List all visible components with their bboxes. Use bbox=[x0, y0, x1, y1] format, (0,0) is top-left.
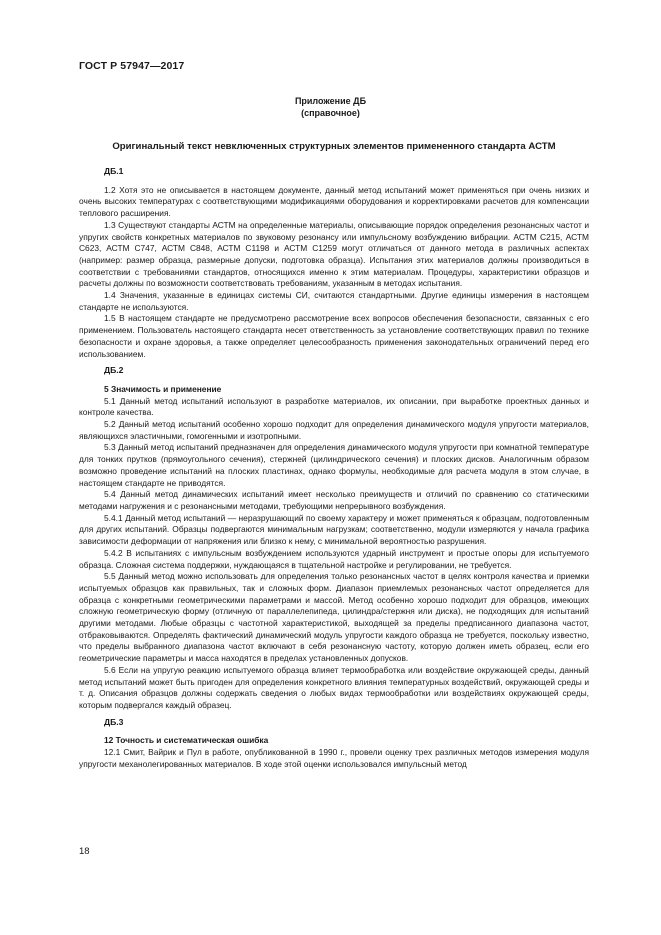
document-code: ГОСТ Р 57947—2017 bbox=[79, 60, 185, 72]
section-heading-db2: ДБ.2 bbox=[104, 365, 124, 376]
paragraph: 5.5 Данный метод можно использовать для определения только резонансных частот в целях контроля качества и приемки испытуемых образцов как правильных, так и сложных форм. Диапазон приемлемых резонансных частот определяется для образца с конкретными геометрическими параметрами и массой. Метод особенно хорошо подходит для образцов, имеющих сложную геометрическую форму (отличную от параллелепипеда, цилиндра/стержня или диска), не подходящих для испытаний другими методами. Любые образцы с частотной характеристикой, выходящей за пределы предписанного диапазона частот, отбраковываются. Определять фактический динамический модуль упругости каждого образца не требуется, поскольку известно, что пределы выбранного диапазона частот включают в себя резонансную частоту, которую должен иметь образец, если его геометрические параметры и масса находятся в пределах установленных допусков. bbox=[79, 571, 589, 664]
section-heading-db1: ДБ.1 bbox=[104, 166, 124, 176]
document-body bbox=[79, 166, 589, 770]
paragraph: 5.6 Если на упругую реакцию испытуемого образца влияет термообработка или воздействие окружающей среды, данный метод испытаний может быть пригоден для определения конкретного влияния температурных воздействий, окружающей среды и т. д. Описания образцов должны содержать сведения о любых видах термообработки или воздействиях окружающей среды, которым подвергался каждый образец. bbox=[79, 664, 589, 710]
main-title: Оригинальный текст невключенных структурных элементов примененного стандарта АСТМ bbox=[112, 141, 556, 152]
paragraph: 5.2 Данный метод испытаний особенно хорошо подходит для определения динамического модуля упругости материалов, являющихся эластичными, гомогенными и изотропными. bbox=[79, 419, 589, 441]
page-number: 18 bbox=[79, 846, 90, 857]
paragraph: 1.4 Значения, указанные в единицах системы СИ, считаются стандартными. Другие единицы измерения в настоящем стандарте не используются. bbox=[79, 290, 589, 312]
annex-subtitle: (справочное) bbox=[301, 108, 360, 118]
subsection-title: 5 Значимость и применение bbox=[104, 383, 222, 394]
paragraph: 5.1 Данный метод испытаний используют в разработке материалов, их описании, при выработке проектных данных и контроле качества. bbox=[79, 395, 589, 418]
paragraph: 5.4 Данный метод динамических испытаний имеет несколько преимуществ и отличий по сравнению со статическими методами нагружения и с резонансными методами, требующими непрерывного возбуждения. bbox=[79, 489, 589, 511]
paragraph: 5.4.1 Данный метод испытаний — неразрушающий по своему характеру и может применяться к образцам, подготовленным для других испытаний. Образцы подвергаются минимальным нагрузкам; соответственно, модули измеряются у начала графика зависимости деформации от напряжения или близко к нему, с минимальной вероятностью разрушения. bbox=[79, 512, 589, 547]
section-heading-db3: ДБ.3 bbox=[104, 716, 124, 727]
annex-heading bbox=[0, 95, 661, 119]
annex-title: Приложение ДБ bbox=[294, 96, 367, 106]
subsection-title: 12 Точность и систематическая ошибка bbox=[104, 735, 269, 746]
paragraph: 12.1 Смит, Вайрик и Пул в работе, опубликованной в 1990 г., провели оценку трех различных методов измерения модуля упругости механолегированных материалов. В ходе этой оценки использовался импульсный метод bbox=[79, 747, 589, 769]
paragraph: 1.3 Существуют стандарты АСТМ на определенные материалы, описывающие порядок определения резонансных частот и упругих свойств конкретных материалов по звуковому резонансу или импульсному возбуждению вибрации. АСТМ С215, АСТМ С623, АСТМ С747, АСТМ С848, АСТМ С1198 и АСТМ С1259 могут отличаться от данного метода в различных аспектах (например: размер образца, размерные допуски, подготовка образца). Испытания этих материалов должны производиться в соответствии с требованиями стандартов, относящихся именно к этим материалам. Процедуры, характеристики образцов и расчеты должны по возможности соответствовать требованиям, указанным в методах испытания. bbox=[79, 219, 589, 289]
paragraph: 1.5 В настоящем стандарте не предусмотрено рассмотрение всех вопросов обеспечения безопасности, связанных с его применением. Пользователь настоящего стандарта несет ответственность за установление соответствующих правил по технике безопасности и охране здоровья, а также определяет целесообразность применения законодательных ограничений перед его использованием. bbox=[79, 313, 589, 359]
paragraph: 1.2 Хотя это не описывается в настоящем документе, данный метод испытаний может применяться при очень низких и очень высоких температурах с соответствующими модификациями оборудования и корректировками расчетов для компенсации теплового расширения. bbox=[79, 184, 589, 219]
paragraph: 5.3 Данный метод испытаний предназначен для определения динамического модуля упругости при комнатной температуре для тонких прутков (прямоугольного сечения), стержней (цилиндрического сечения) и плоских дисков. Аналогичным образом возможно проведение испытаний на плоских пластинах, однако формулы, необходимые для расчета модуля в этом случае, в настоящем стандарте не приводятся. bbox=[79, 442, 589, 488]
paragraph: 5.4.2 В испытаниях с импульсным возбуждением используются ударный инструмент и простые опоры для испытуемого образца. Сложная система поддержки, нуждающаяся в тщательной настройке и регулировании, не требуется. bbox=[79, 547, 589, 570]
